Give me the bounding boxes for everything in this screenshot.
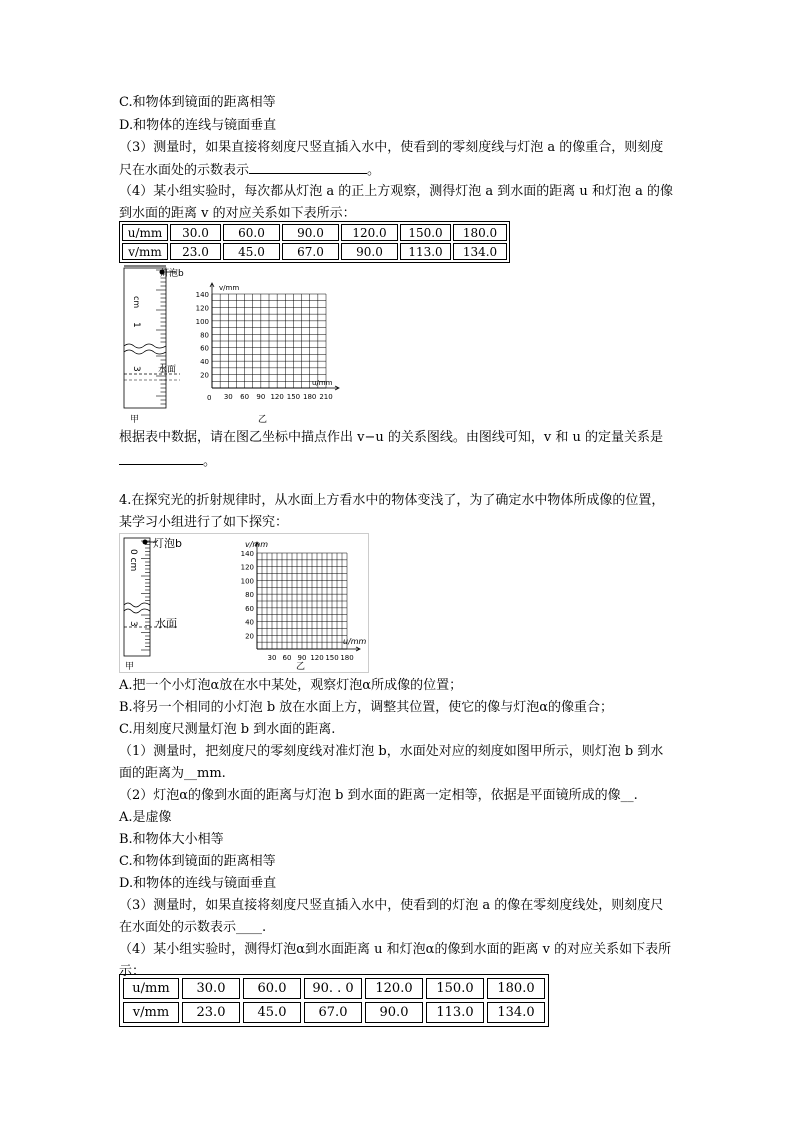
question-3-line-2: 尺在水面处的示数表示 。 xyxy=(119,160,380,181)
x-tick-label: 210 xyxy=(319,393,333,401)
x-tick-label: 60 xyxy=(282,654,292,662)
origin-label: 0 xyxy=(207,394,212,402)
conclusion-line-1: 根据表中数据，请在图乙坐标中描点作出 v−u 的关系图线。由图线可知，v 和 u 的定量关系是 xyxy=(119,430,663,445)
table-cell: 60.0 xyxy=(223,224,280,241)
water-surface-label: 水面 xyxy=(158,365,177,375)
x-tick-label: 180 xyxy=(303,393,317,401)
x-tick-label: 90 xyxy=(256,393,266,401)
table-cell: 60.0 xyxy=(243,978,301,999)
table-row xyxy=(123,978,545,999)
conclusion-line-2: 。 xyxy=(119,451,216,472)
table-cell: 134.0 xyxy=(453,243,507,260)
table-header-cell: u/mm xyxy=(122,224,168,241)
y-tick-label: 100 xyxy=(240,577,254,586)
x-tick-label: 150 xyxy=(325,654,339,662)
step-b: B.将另一个相同的小灯泡 b 放在水面上方，调整其位置，使它的像与灯泡α的像重合； xyxy=(119,700,614,715)
figure-jia-label: 甲 xyxy=(125,662,135,672)
x-tick-label: 180 xyxy=(340,654,354,662)
ruler-number: 3 xyxy=(128,621,138,627)
table-cell: 134.0 xyxy=(487,1002,545,1023)
data-table-1 xyxy=(119,221,510,263)
option-c: C.和物体到镜面的距离相等 xyxy=(119,854,276,869)
y-tick-label: 40 xyxy=(200,358,209,367)
table-header-cell: v/mm xyxy=(122,243,168,260)
table-cell: 30.0 xyxy=(182,978,240,999)
data-table-2 xyxy=(119,974,549,1027)
question-4-line-2: 到水面的距离 v 的对应关系如下表所示： xyxy=(119,206,356,221)
question-1-line-1: （1）测量时，把刻度尺的零刻度线对准灯泡 b，水面处对应的刻度如图甲所示，则灯泡 b 到水 xyxy=(119,744,664,759)
y-tick-label: 120 xyxy=(240,563,254,572)
table-cell: 67.0 xyxy=(282,243,339,260)
problem-4-intro-line-2: 某学习小组进行了如下探究： xyxy=(119,515,289,530)
y-tick-label: 60 xyxy=(200,344,209,353)
table-cell: 90.0 xyxy=(341,243,398,260)
y-tick-label: 20 xyxy=(245,632,254,641)
table-row xyxy=(122,243,507,260)
y-tick-label: 140 xyxy=(195,291,209,299)
y-tick-label: 40 xyxy=(245,618,254,627)
table-cell: 150.0 xyxy=(400,224,451,241)
table-cell: 23.0 xyxy=(170,243,221,260)
option-d: D.和物体的连线与镜面垂直 xyxy=(119,118,277,133)
ruler-unit-label: 0 cm xyxy=(128,549,138,572)
table-cell: 180.0 xyxy=(487,978,545,999)
table-row xyxy=(122,224,507,241)
y-tick-label: 60 xyxy=(245,604,254,613)
x-axis-label: u/mm xyxy=(312,379,333,387)
y-tick-label: 100 xyxy=(195,317,209,326)
problem-4-intro-line-1: 4.在探究光的折射规律时，从水面上方看水中的物体变浅了，为了确定水中物体所成像的位置， xyxy=(119,493,665,508)
table-cell: 30.0 xyxy=(170,224,221,241)
table-cell: 90. . 0 xyxy=(304,978,362,999)
water-surface-label: 水面 xyxy=(155,617,177,630)
question-3-line-1: （3）测量时，如果直接将刻度尺竖直插入水中，使看到的灯泡 a 的像在零刻度线处，则刻度尺 xyxy=(119,898,664,913)
table-cell: 113.0 xyxy=(426,1002,484,1023)
figure-yi-label: 乙 xyxy=(296,662,306,672)
ruler-number: 1 xyxy=(131,322,141,328)
graph-yi xyxy=(196,283,339,425)
question-1-line-2: 面的距离为__mm. xyxy=(119,766,226,781)
table-row xyxy=(123,1002,545,1023)
table-cell: 150.0 xyxy=(426,978,484,999)
bulb-b-label: 灯泡b xyxy=(153,537,182,550)
answer-blank[interactable] xyxy=(119,451,203,465)
step-c: C.用刻度尺测量灯泡 b 到水面的距离. xyxy=(119,722,336,737)
figure-jia-label: 甲 xyxy=(130,415,140,425)
table-cell: 23.0 xyxy=(182,1002,240,1023)
x-axis-label: u/mm xyxy=(343,637,367,646)
table-cell: 180.0 xyxy=(453,224,507,241)
x-tick-label: 120 xyxy=(310,654,324,662)
question-3-line-1: （3）测量时，如果直接将刻度尺竖直插入水中，使看到的零刻度线与灯泡 a 的像重合，则刻度 xyxy=(119,140,664,155)
option-a: A.是虚像 xyxy=(119,810,172,825)
table-header-cell: u/mm xyxy=(123,978,179,999)
bulb-icon xyxy=(143,540,148,545)
step-a: A.把一个小灯泡α放在水中某处，观察灯泡α所成像的位置； xyxy=(119,678,463,693)
question-4-line-1: （4）某小组实验时，测得灯泡α到水面距离 u 和灯泡α的像到水面的距离 v 的对应关系如下表所 xyxy=(119,942,672,957)
x-tick-label: 60 xyxy=(240,393,250,401)
table-cell: 120.0 xyxy=(365,978,423,999)
y-axis-label: v/mm xyxy=(219,284,240,292)
figure-2 xyxy=(119,533,369,673)
ruler-number: 3 xyxy=(131,366,141,372)
x-tick-label: 120 xyxy=(270,393,284,401)
y-tick-label: 120 xyxy=(195,304,209,313)
bulb-b-label: 灯泡b xyxy=(160,269,184,279)
table-cell: 113.0 xyxy=(400,243,451,260)
x-tick-label: 30 xyxy=(267,654,277,662)
question-4-line-1: （4）某小组实验时，每次都从灯泡 a 的正上方观察，测得灯泡 a 到水面的距离 u 和灯泡 a 的像 xyxy=(119,184,673,199)
question-3-line-2: 在水面处的示数表示____. xyxy=(119,920,267,935)
table-cell: 45.0 xyxy=(243,1002,301,1023)
y-tick-label: 140 xyxy=(240,550,254,558)
question-2: （2）灯泡α的像到水面的距离与灯泡 b 到水面的距离一定相等，依据是平面镜所成的像__. xyxy=(119,788,638,803)
x-tick-label: 150 xyxy=(286,393,301,401)
table-cell: 67.0 xyxy=(304,1002,362,1023)
table-cell: 45.0 xyxy=(223,243,280,260)
option-b: B.和物体大小相等 xyxy=(119,832,224,847)
y-axis-label: v/mm xyxy=(245,540,269,549)
ruler-diagram-jia xyxy=(124,536,182,672)
table-cell: 90.0 xyxy=(365,1002,423,1023)
graph-yi xyxy=(241,540,367,672)
y-tick-label: 20 xyxy=(200,371,209,380)
ruler-diagram-jia xyxy=(124,266,184,425)
table-cell: 90.0 xyxy=(282,224,339,241)
y-tick-label: 80 xyxy=(200,331,209,340)
question-4-line-2: 示： xyxy=(119,964,146,979)
table-cell: 120.0 xyxy=(341,224,398,241)
x-tick-label: 90 xyxy=(297,654,307,662)
figure-1 xyxy=(116,262,346,432)
figure-yi-label: 乙 xyxy=(258,415,268,425)
y-tick-label: 80 xyxy=(245,591,254,600)
answer-blank[interactable] xyxy=(249,160,367,174)
option-c: C.和物体到镜面的距离相等 xyxy=(119,95,276,110)
x-tick-label: 30 xyxy=(223,393,233,401)
ruler-unit-label: cm xyxy=(132,296,141,309)
option-d: D.和物体的连线与镜面垂直 xyxy=(119,876,277,891)
table-header-cell: v/mm xyxy=(123,1002,179,1023)
